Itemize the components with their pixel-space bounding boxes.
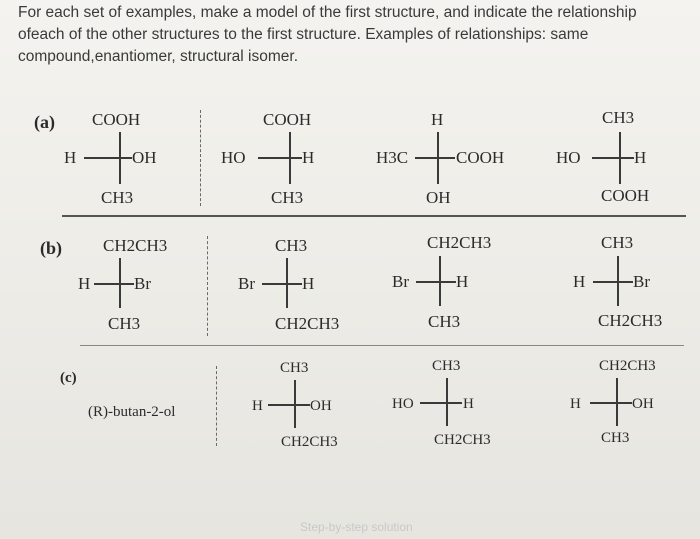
part-c-s2-bottom: CH2CH3: [281, 434, 338, 450]
part-b-s1-left: H: [78, 274, 91, 293]
part-a-s1-right: OH: [132, 148, 157, 167]
part-b-s4-top: CH3: [601, 233, 634, 252]
part-c-s2-right: OH: [310, 398, 332, 414]
part-b-s3-right: H: [456, 272, 469, 291]
part-a-s2-right: H: [302, 148, 315, 167]
part-b-s3-top: CH2CH3: [427, 233, 492, 252]
part-b-s3-bottom: CH3: [428, 312, 461, 331]
part-a-s2-left: HO: [221, 148, 246, 167]
part-c-s4-bottom: CH3: [601, 430, 630, 446]
part-a-s4-top: CH3: [602, 108, 635, 127]
part-b-s4-right: Br: [633, 272, 650, 291]
part-b-divider: [80, 345, 684, 346]
part-a-separator: [200, 110, 201, 206]
part-a-s3-top: H: [431, 110, 444, 129]
part-c-s4-top: CH2CH3: [599, 358, 656, 374]
part-b-s1-top: CH2CH3: [103, 236, 168, 255]
watermark: Step-by-step solution: [300, 520, 413, 534]
instructions: [18, 2, 688, 68]
part-a-s4-bottom: COOH: [601, 186, 650, 205]
part-a-s1-left: H: [64, 148, 77, 167]
part-c-separator: [216, 366, 217, 446]
part-b-s1-right: Br: [134, 274, 151, 293]
part-c-s4-right: OH: [632, 396, 654, 412]
part-a-divider: [62, 215, 686, 217]
instructions-line-2: ofeach of the other structures to the first structure. Examples of relationships: same: [18, 26, 589, 43]
part-b-s2-top: CH3: [275, 236, 308, 255]
part-a-s1-top: COOH: [92, 110, 141, 129]
part-a-s4-right: H: [634, 148, 647, 167]
part-a-s3-right: COOH: [456, 148, 505, 167]
part-a-s2-bottom: CH3: [271, 188, 304, 207]
part-b-s4-bottom: CH2CH3: [598, 311, 663, 330]
instructions-line-1: For each set of examples, make a model of the first structure, and indicate the relationship: [18, 4, 637, 21]
part-a-s2-top: COOH: [263, 110, 312, 129]
part-c-s4-left: H: [570, 396, 581, 412]
part-b-s4-left: H: [573, 272, 586, 291]
part-c-label: (c): [60, 370, 77, 386]
part-c-s3-right: H: [463, 396, 474, 412]
part-a-s1-bottom: CH3: [101, 188, 134, 207]
part-a-s3-left: H3C: [376, 148, 409, 167]
part-c-name: (R)-butan-2-ol: [88, 404, 176, 420]
part-c-s3-bottom: CH2CH3: [434, 432, 491, 448]
part-a-label: (a): [34, 112, 55, 132]
part-c-s3-left: HO: [392, 396, 414, 412]
part-b-s1-bottom: CH3: [108, 314, 141, 333]
part-c-s3-top: CH3: [432, 358, 461, 374]
part-b-s2-right: H: [302, 274, 315, 293]
part-c-s2-top: CH3: [280, 360, 309, 376]
part-b-s3-left: Br: [392, 272, 409, 291]
part-b-s2-left: Br: [238, 274, 255, 293]
part-a-s3-bottom: OH: [426, 188, 451, 207]
part-b-separator: [207, 236, 208, 336]
part-b-s2-bottom: CH2CH3: [275, 314, 340, 333]
part-a-s4-left: HO: [556, 148, 581, 167]
part-b-label: (b): [40, 238, 62, 258]
instructions-line-3: compound,enantiomer, structural isomer.: [18, 48, 298, 65]
part-c-s2-left: H: [252, 398, 263, 414]
